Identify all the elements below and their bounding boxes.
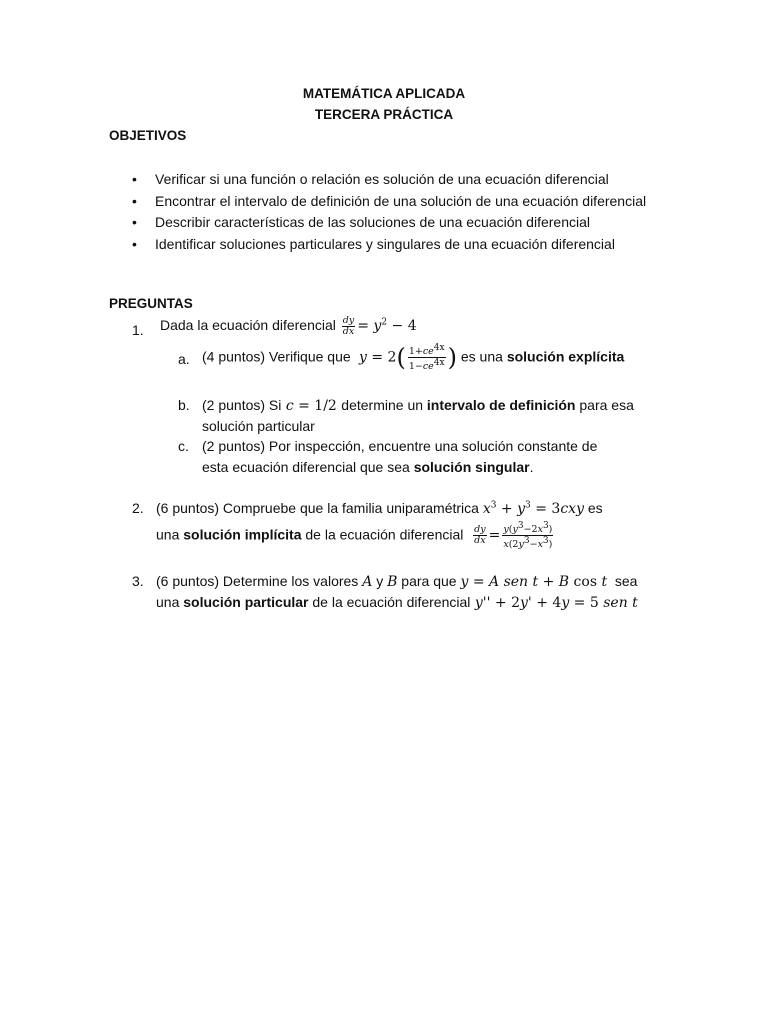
objective-text: Describir características de las soluciones de una ecuación diferencial (155, 214, 590, 230)
list-item (132, 191, 652, 213)
q1-number: 1. (132, 322, 144, 338)
q2-number: 2. (132, 500, 144, 516)
course-title: MATEMÁTICA APLICADA (302, 86, 466, 101)
bullet-icon: • (132, 171, 137, 187)
objectives-heading: OBJETIVOS (109, 128, 187, 143)
q3-number: 3. (132, 573, 144, 589)
q3-line1: (6 puntos) Determine los valores A y B para que y = A sen t + B cos t sea (156, 573, 638, 590)
q1c-line1: (2 puntos) Por inspección, encuentre una solución constante de (202, 438, 598, 454)
q1c-label: c. (178, 438, 189, 454)
q1a-statement: (4 puntos) Verifique que y = 2( $\frac{1+ce^{4x}}{1-ce^{4x}}$ ) es una solución explícita (202, 343, 625, 373)
list-item (132, 212, 652, 234)
objectives-list (132, 169, 652, 255)
q1-statement: Dada la ecuación diferencial $\frac{dy}{dx}$ = $y^2 - 4$ (160, 315, 417, 337)
q1b-statement: (2 puntos) Si c = 1/2 determine un intervalo de definición para esa (202, 397, 634, 414)
dy-dx-fraction: $\frac{dy}{dx}$ (342, 315, 355, 337)
q1b-label: b. (178, 397, 190, 413)
list-item (132, 234, 652, 256)
q1b-line2: solución particular (202, 418, 315, 434)
q1a-label: a. (178, 351, 190, 367)
q3-line2: una solución particular de la ecuación diferencial y'' + 2y' + 4y = 5 sen t (156, 594, 638, 611)
q2-line1: (6 puntos) Compruebe que la familia uniparamétrica $x^3 + y^3 = 3cxy$ es (156, 500, 603, 517)
objective-text: Verificar si una función o relación es solución de una ecuación diferencial (155, 171, 609, 187)
objective-text: Encontrar el intervalo de definición de una solución de una ecuación diferencial (155, 192, 647, 209)
bullet-icon: • (132, 192, 137, 209)
list-item (132, 169, 652, 191)
questions-heading: PREGUNTAS (109, 296, 193, 311)
q2-line2: una solución implícita de la ecuación diferencial $\frac{dy}{dx}$ = $\frac{y(y^3-2x^3)}{x(2y^3-x^3)}$ (156, 521, 553, 551)
q1c-line2: esta ecuación diferencial que sea solución singular. (202, 459, 534, 475)
bullet-icon: • (132, 235, 137, 252)
bullet-icon: • (132, 214, 137, 230)
practice-title: TERCERA PRÁCTICA (314, 107, 454, 122)
objective-text: Identificar soluciones particulares y singulares de una ecuación diferencial (155, 235, 615, 252)
